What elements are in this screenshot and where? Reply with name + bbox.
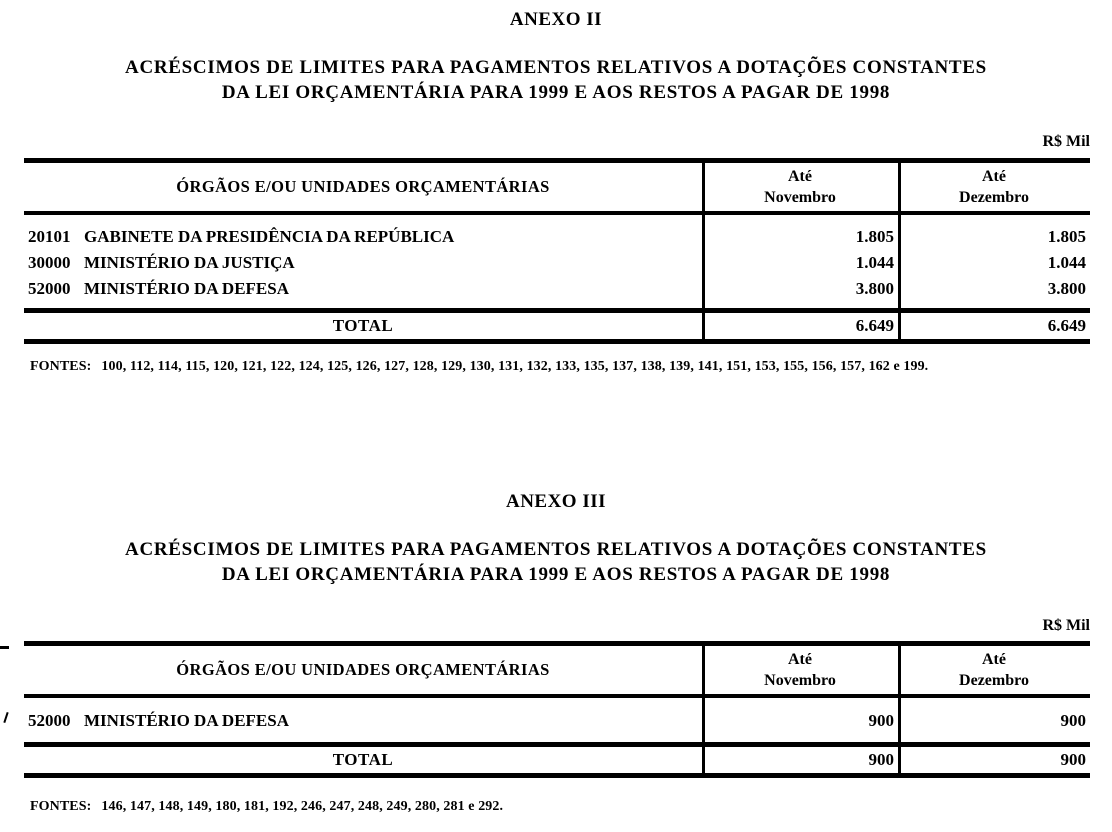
column-header-dezembro	[898, 163, 1090, 211]
fontes-label: FONTES:	[30, 799, 92, 814]
column-header-novembro-line1: Até	[788, 651, 812, 668]
column-header-orgaos: ÓRGÃOS E/OU UNIDADES ORÇAMENTÁRIAS	[176, 177, 550, 196]
column-header-dezembro-line2: Dezembro	[959, 672, 1029, 689]
anexo-iii-subtitle	[0, 537, 1112, 587]
anexo-ii-table	[24, 158, 1090, 344]
orgao-name: MINISTÉRIO DA DEFESA	[84, 711, 289, 730]
column-header-dezembro	[898, 646, 1090, 694]
anexo-ii-fontes	[30, 359, 928, 375]
anexo-iii-unit-label: R$ Mil	[1042, 617, 1090, 634]
orgao-cell	[24, 224, 702, 250]
anexo-iii-table-body	[24, 698, 1090, 742]
orgao-code: 52000	[28, 711, 71, 730]
total-label: TOTAL	[332, 316, 394, 335]
column-header-dezembro-line1: Até	[982, 168, 1006, 185]
anexo-ii-table-header	[24, 163, 1090, 215]
scan-artifact-dash	[0, 646, 9, 649]
total-dezembro-value: 900	[1060, 750, 1086, 769]
dezembro-value: 3.800	[1047, 279, 1086, 298]
table-row	[24, 224, 1090, 250]
column-header-orgaos: ÓRGÃOS E/OU UNIDADES ORÇAMENTÁRIAS	[176, 660, 550, 679]
column-divider	[898, 163, 901, 339]
column-divider	[702, 646, 705, 773]
dezembro-value: 1.805	[1047, 227, 1086, 246]
orgao-cell	[24, 708, 702, 734]
anexo-iii-title: ANEXO III	[505, 491, 607, 512]
orgao-cell	[24, 276, 702, 302]
scan-artifact-tick	[3, 712, 8, 723]
anexo-ii-subtitle	[0, 55, 1112, 105]
column-header-dezembro-line1: Até	[982, 651, 1006, 668]
anexo-iii-subtitle-line2: DA LEI ORÇAMENTÁRIA PARA 1999 E AOS RESTOS A PAGAR DE 1998	[221, 564, 891, 585]
fontes-list: 146, 147, 148, 149, 180, 181, 192, 246, 247, 248, 249, 280, 281 e 292.	[101, 799, 504, 814]
column-header-novembro-line2: Novembro	[764, 189, 836, 206]
column-header-novembro	[702, 163, 898, 211]
dezembro-value: 1.044	[1047, 253, 1086, 272]
table-row	[24, 276, 1090, 302]
anexo-iii-fontes	[30, 799, 503, 815]
novembro-value: 900	[868, 711, 894, 730]
anexo-iii-table	[24, 641, 1090, 778]
total-novembro-value: 6.649	[855, 316, 894, 335]
orgao-name: MINISTÉRIO DA DEFESA	[84, 279, 289, 298]
anexo-iii-subtitle-line1: ACRÉSCIMOS DE LIMITES PARA PAGAMENTOS RELATIVOS A DOTAÇÕES CONSTANTES	[125, 539, 987, 560]
orgao-code: 20101	[28, 227, 71, 246]
column-header-novembro-line2: Novembro	[764, 672, 836, 689]
anexo-ii-table-body	[24, 215, 1090, 308]
anexo-iii-table-header	[24, 646, 1090, 698]
fontes-label: FONTES:	[30, 359, 92, 374]
novembro-value: 1.805	[855, 227, 894, 246]
anexo-iii-total-row	[24, 742, 1090, 773]
anexo-ii-title: ANEXO II	[509, 9, 603, 30]
dezembro-value: 900	[1060, 711, 1086, 730]
column-header-novembro	[702, 646, 898, 694]
anexo-ii-total-row	[24, 308, 1090, 339]
orgao-name: MINISTÉRIO DA JUSTIÇA	[84, 253, 295, 272]
orgao-code: 30000	[28, 253, 71, 272]
orgao-name: GABINETE DA PRESIDÊNCIA DA REPÚBLICA	[84, 227, 455, 246]
column-divider	[702, 163, 705, 339]
column-divider	[898, 646, 901, 773]
total-label: TOTAL	[332, 750, 394, 769]
table-row	[24, 708, 1090, 734]
column-header-novembro-line1: Até	[788, 168, 812, 185]
total-dezembro-value: 6.649	[1047, 316, 1086, 335]
total-novembro-value: 900	[868, 750, 894, 769]
fontes-list: 100, 112, 114, 115, 120, 121, 122, 124, 125, 126, 127, 128, 129, 130, 131, 132, 133, 135, 137, 138, 139, 141, 151, 153, 155, 156, 157, 162 e 199.	[101, 359, 929, 374]
anexo-ii-subtitle-line1: ACRÉSCIMOS DE LIMITES PARA PAGAMENTOS RELATIVOS A DOTAÇÕES CONSTANTES	[125, 57, 987, 78]
orgao-cell	[24, 250, 702, 276]
anexo-ii-unit-label: R$ Mil	[1042, 133, 1090, 150]
table-row	[24, 250, 1090, 276]
column-header-dezembro-line2: Dezembro	[959, 189, 1029, 206]
anexo-ii-subtitle-line2: DA LEI ORÇAMENTÁRIA PARA 1999 E AOS RESTOS A PAGAR DE 1998	[221, 82, 891, 103]
novembro-value: 1.044	[855, 253, 894, 272]
orgao-code: 52000	[28, 279, 71, 298]
novembro-value: 3.800	[855, 279, 894, 298]
